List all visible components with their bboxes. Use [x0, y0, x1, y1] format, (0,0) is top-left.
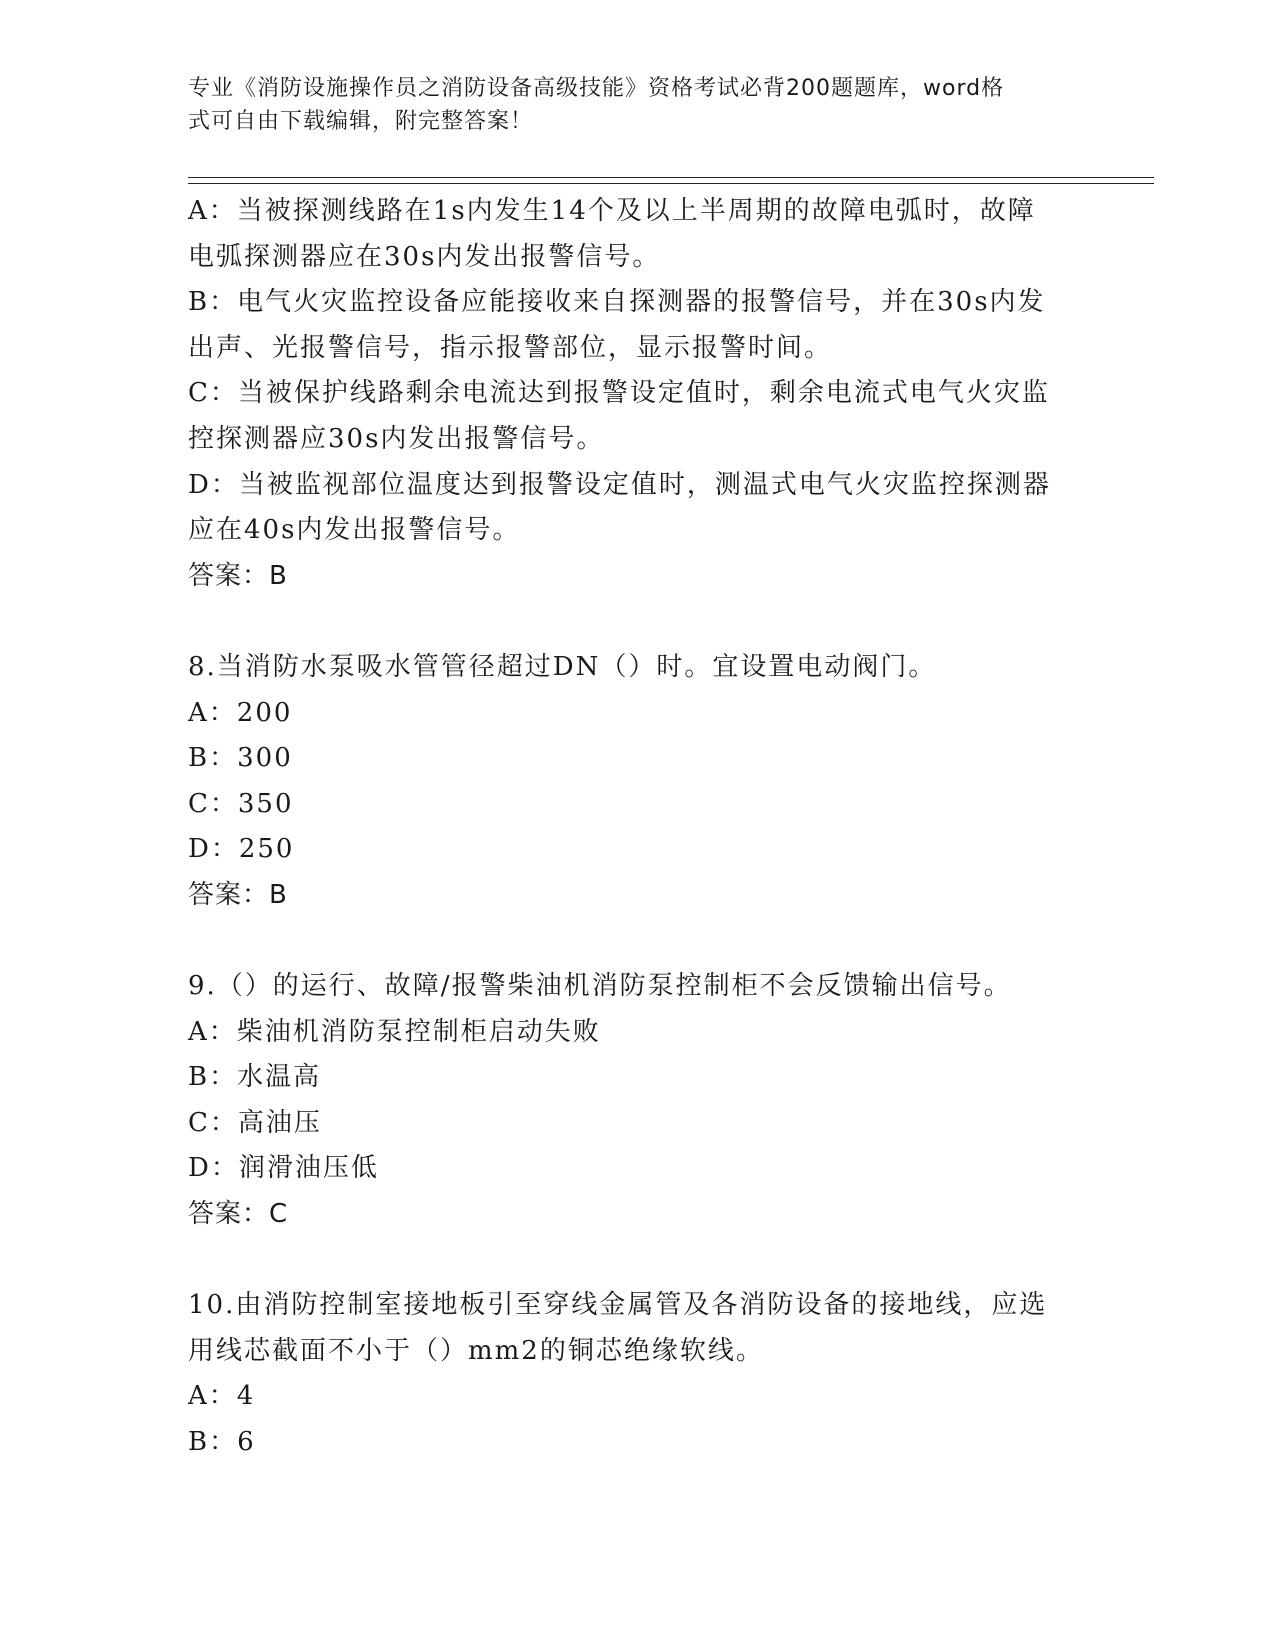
answer-label: 答案：B — [188, 560, 288, 591]
option-b: B：300 — [188, 743, 293, 774]
question-text: 8.当消防水泵吸水管管径超过DN（）时。宜设置电动阀门。 — [188, 651, 937, 682]
header-line-2: 式可自由下载编辑，附完整答案！ — [188, 109, 534, 134]
header-line-1: 专业《消防设施操作员之消防设备高级技能》资格考试必背200题题库，word格 — [188, 76, 1005, 101]
option-line: 应在40s内发出报警信号。 — [188, 515, 521, 546]
option-a: A：4 — [188, 1381, 256, 1412]
option-d: D：250 — [188, 834, 295, 865]
spacer — [188, 919, 1078, 965]
option-a: A：200 — [188, 697, 293, 728]
spacer — [188, 1238, 1078, 1284]
answer-label: 答案：C — [188, 1199, 289, 1230]
option-b: B：水温高 — [188, 1062, 322, 1093]
option-line: A：当被探测线路在1s内发生14个及以上半周期的故障电弧时，故障 — [188, 196, 1036, 226]
question-8 — [188, 645, 1078, 919]
option-c: C：350 — [188, 788, 294, 819]
question-7 — [188, 189, 1078, 599]
option-b: B：6 — [188, 1427, 256, 1458]
question-10 — [188, 1283, 1078, 1465]
option-line: 电弧探测器应在30s内发出报警信号。 — [188, 241, 661, 272]
header-divider-bottom — [188, 183, 1154, 184]
question-text: 用线芯截面不小于（）mm2的铜芯绝缘软线。 — [188, 1335, 764, 1366]
option-line: C：当被保护线路剩余电流达到报警设定值时，剩余电流式电气火灾监 — [188, 378, 1050, 409]
option-line: D：当被监视部位温度达到报警设定值时，测温式电气火灾监控探测器 — [188, 469, 1051, 500]
question-9 — [188, 964, 1078, 1238]
answer-label: 答案：B — [188, 879, 288, 910]
option-line: 出声、光报警信号，指示报警部位，显示报警时间。 — [188, 332, 833, 363]
option-c: C：高油压 — [188, 1107, 322, 1138]
question-text: 10.由消防控制室接地板引至穿线金属管及各消防设备的接地线，应选 — [188, 1290, 1048, 1321]
question-text: 9.（）的运行、故障/报警柴油机消防泵控制柜不会反馈输出信号。 — [188, 971, 1012, 1002]
option-line: 控探测器应30s内发出报警信号。 — [188, 423, 605, 454]
option-line: B：电气火灾监控设备应能接收来自探测器的报警信号，并在30s内发 — [188, 287, 1046, 318]
question-list — [188, 189, 1078, 1466]
header-divider-top — [188, 177, 1154, 178]
document-header — [188, 72, 1068, 138]
option-a: A：柴油机消防泵控制柜启动失败 — [188, 1016, 601, 1047]
option-d: D：润滑油压低 — [188, 1153, 379, 1184]
spacer — [188, 599, 1078, 645]
